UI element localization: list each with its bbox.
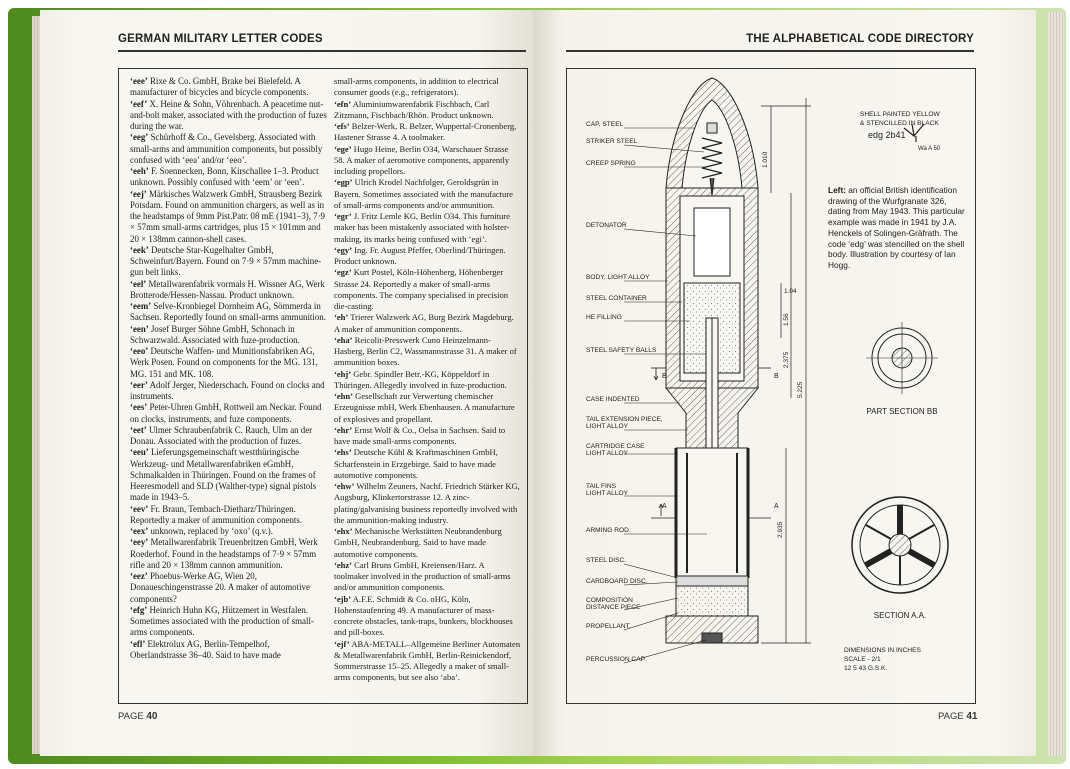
directory-entry bbox=[334, 335, 521, 369]
entry-code: ‘egy’ bbox=[334, 244, 353, 255]
entry-text: Metallwarenfabrik vormals H. Wissner AG, Werk Brotterode/Hessen-Nassau. Product unknown. bbox=[130, 278, 325, 300]
directory-entry bbox=[130, 605, 327, 639]
entry-code: ‘ehr’ bbox=[334, 424, 353, 435]
diagram-label: TAIL EXTENSION PIECE, bbox=[586, 416, 663, 423]
entry-text: Gesellschaft zur Verwertung chemischer Erzeugnisse mbH, Werk Ebenhausen. A manufacture of explosives and propellant. bbox=[334, 391, 515, 424]
shell-diagram bbox=[566, 68, 974, 702]
entry-text: Hugo Heine, Berlin O34, Warschauer Strasse 58. A maker of aeromotive components, apparently including propellors. bbox=[334, 143, 510, 176]
entry-code: ‘eef’ bbox=[130, 98, 148, 109]
stencil-code: edg 2b41 bbox=[868, 130, 906, 140]
directory-entry bbox=[334, 481, 521, 526]
entry-code: ‘eem’ bbox=[130, 301, 152, 311]
directory-entry bbox=[130, 346, 327, 380]
diagram-label: BODY, LIGHT ALLOY bbox=[586, 274, 650, 281]
directory-entry bbox=[130, 380, 327, 403]
directory-entry bbox=[130, 189, 327, 245]
page-edges-right bbox=[1048, 12, 1064, 756]
dimension-value: 5.225 bbox=[797, 381, 804, 398]
entry-text: Deutsche Star-Kugelhalter GmbH, Schweinfurt/Bayern. Found on 7·9 × 57mm machine-gun belt links. bbox=[130, 244, 322, 278]
entry-text: Heinrich Huhn KG, Hützemert in Westfalen. Sometimes associated with the production of small-arms components. bbox=[130, 604, 314, 638]
directory-entry bbox=[334, 639, 521, 684]
dimension-value: 2.375 bbox=[783, 351, 790, 368]
entry-code: ‘egr’ bbox=[334, 211, 352, 221]
entry-text: Ernst Wolf & Co., Oelsa in Sachsen. Said to have made small-arms components. bbox=[334, 424, 506, 446]
diagram-label: PERCUSSION CAP bbox=[586, 656, 645, 663]
diagram-label: LIGHT ALLOY bbox=[586, 423, 629, 430]
entry-code: ‘eeg’ bbox=[130, 132, 149, 143]
directory-entry bbox=[130, 245, 327, 279]
drawing-footer: DIMENSIONS IN INCHES bbox=[844, 647, 921, 654]
diagram-label: STEEL DISC. bbox=[586, 557, 627, 564]
entry-text: Ing. Fr. August Pfeffer, Oberlind/Thüringen. Product unknown. bbox=[334, 244, 506, 266]
entry-text: Märkisches Walzwerk GmbH, Strausberg Bezirk Potsdam. Found on ammunition chargers, as well as in the headstamps of 9mm Pist.Patr. 08 mE (1941–3), 7·9 × 57mm small-arms cartridges, plus 15 × 101mm and 20 × 138mm cannon-shell cases. bbox=[130, 188, 325, 244]
directory-entry bbox=[130, 402, 327, 425]
section-marker: B bbox=[774, 373, 779, 380]
diagram-label: STEEL CONTAINER bbox=[586, 295, 647, 302]
directory-entry bbox=[130, 425, 327, 448]
directory-entry bbox=[130, 504, 327, 527]
right-running-head: THE ALPHABETICAL CODE DIRECTORY bbox=[746, 33, 974, 45]
directory-entry bbox=[130, 526, 327, 537]
entry-text: J. Fritz Lemle KG, Berlin O34. This furniture maker has been mistakenly associated with holster-making, its marks being confused with ‘egi’. bbox=[334, 211, 510, 244]
diagram-label: HE FILLING bbox=[586, 314, 622, 321]
entry-text: Adolf Jerger, Niederschach. Found on clocks and instruments. bbox=[130, 379, 325, 401]
diagram-label: CREEP SPRING bbox=[586, 160, 636, 167]
diagram-label: PROPELLANT. bbox=[586, 623, 631, 630]
entry-text: Gebr. Spindler Betr.-KG, Köppeldorf in Thüringen. Allegedly involved in fuze-production. bbox=[334, 368, 507, 390]
entry-code: ‘efl’ bbox=[130, 638, 146, 649]
entry-text: Wilhelm Zeuners, Nachf. Friedrich Stärker KG, Augsburg, Klinkertorstrasse 12. A zinc-plating/galvanising business reportedly involved with the ammunition-making industry. bbox=[334, 481, 520, 525]
diagram-label: CAP, STEEL bbox=[586, 121, 624, 128]
entry-code: ‘ees’ bbox=[130, 402, 148, 413]
diagram-label: CASE INDENTED bbox=[586, 396, 640, 403]
directory-entry bbox=[130, 76, 327, 99]
entry-text: Carl Bruns GmbH, Kreiensen/Harz. A toolmaker involved in the production of small-arms and/or ammunition components. bbox=[334, 559, 511, 593]
entry-text: Fr. Braun, Tembach-Dietharz/Thüringen. Reportedly a maker of ammunition components. bbox=[130, 503, 303, 525]
stencil-note: & STENCILLED IN BLACK bbox=[860, 120, 939, 127]
entry-code: ‘eer’ bbox=[130, 379, 148, 390]
figure-caption: Left: an official British identification drawing of the Wurfgranate 326, dating from May 1943. This particular example was made in 1941 by J.A. Henckels of Solingen-Gräfrath. The code ‘edg’ was stencilled on the shell body. Illustration by courtesy of Ian Hogg. bbox=[828, 185, 965, 270]
entry-text: Ulmer Schraubenfabrik C. Rauch, Ulm an der Donau. Associated with the production of fuzes. bbox=[130, 424, 313, 446]
directory-entry bbox=[334, 425, 521, 448]
entry-code: ‘eeo’ bbox=[130, 346, 149, 356]
entry-text: Selve-Kronbiegel Dornheim AG, Sömmerda in Sachsen. Reportedly found on small-arms ammunition. bbox=[130, 301, 326, 323]
entry-text: Deutsche Kühl & Kraftmaschinen GmbH, Scharfenstein in Erzgebirge. Said to have made automotive components. bbox=[334, 447, 498, 480]
directory-entry bbox=[130, 279, 327, 302]
entry-text: Ulrich Krodel Nachfolger, Geroldsgrün in Bayern. Sometimes associated with the manufacture of small-arms components and/or ammunition. bbox=[334, 177, 513, 210]
entry-text: A.F.E. Schmidt & Co. oHG, Köln, Hohenstaufenring 49. A manufacturer of mass-concrete obstacles, tank-traps, bunkers, blockhouses and pill-boxes. bbox=[334, 593, 513, 638]
entry-code: ‘eet’ bbox=[130, 424, 147, 435]
directory-entry bbox=[334, 312, 521, 335]
directory-entry bbox=[130, 639, 327, 662]
directory-entry bbox=[334, 594, 521, 639]
entry-code: ‘ege’ bbox=[334, 143, 352, 154]
diagram-label: STRIKER STEEL bbox=[586, 138, 638, 145]
directory-entry bbox=[334, 245, 521, 268]
diagram-label: DISTANCE PIECE bbox=[586, 604, 641, 611]
entry-code: ‘efs’ bbox=[334, 121, 350, 131]
entry-text: Elektrolux AG, Berlin-Tempelhof, Oberlandstrasse 36–40. Said to have made bbox=[130, 638, 281, 660]
drawing-footer: SCALE - 2/1 bbox=[844, 656, 881, 663]
entry-code: ‘ehj’ bbox=[334, 368, 352, 379]
entry-code: ‘eh’ bbox=[334, 312, 349, 323]
entry-text: Josef Burger Söhne GmbH, Schonach in Schwarzwald. Associated with fuze-production. bbox=[130, 323, 300, 345]
diagram-label: LIGHT ALLOY bbox=[586, 490, 629, 497]
dimension-value: 2.935 bbox=[777, 521, 784, 538]
entry-text: Reicolit-Presswerk Cuno Heinzelmann-Hasberg, Berlin C2, Wassmannstrasse 31. A maker of ammunition boxes. bbox=[334, 334, 517, 368]
entry-text: Kurt Postel, Köln-Höhenberg, Höhenberger Strasse 24. Reportedly a maker of small-arms components. The company specialised in precision die-casting. bbox=[334, 267, 509, 311]
entry-code: ‘eey’ bbox=[130, 537, 149, 548]
section-aa-label: SECTION A.A. bbox=[873, 611, 927, 620]
section-marker: A bbox=[662, 503, 667, 510]
entry-code: ‘eee’ bbox=[130, 76, 148, 86]
directory-entry bbox=[334, 447, 521, 481]
diagram-label: ARMING ROD. bbox=[586, 527, 631, 534]
directory-entry bbox=[130, 571, 327, 605]
diagram-label: STEEL SAFETY BALLS bbox=[586, 347, 657, 354]
directory-entry bbox=[130, 99, 327, 133]
entry-code: ‘een’ bbox=[130, 323, 149, 334]
drawing-footer: 12 5 43 G.S.K. bbox=[844, 665, 888, 672]
entry-code: ‘egz’ bbox=[334, 267, 352, 278]
directory-entry bbox=[130, 447, 327, 503]
entry-text: unknown, replaced by ‘oxo’ (q.v.). bbox=[148, 526, 273, 536]
entry-code: ‘eeu’ bbox=[130, 447, 149, 458]
left-head-rule bbox=[118, 50, 526, 52]
entry-code: ‘eex’ bbox=[130, 526, 149, 536]
directory-entry bbox=[334, 144, 521, 178]
entry-text: Belzer-Werk, R. Belzer, Wuppertal-Cronenberg, Hastener Strasse 4. A toolmaker. bbox=[334, 121, 517, 143]
directory-entry bbox=[334, 177, 521, 211]
directory-entry bbox=[334, 560, 521, 594]
diagram-label: LIGHT ALLOY bbox=[586, 450, 629, 457]
diagram-label: TAIL FINS bbox=[586, 483, 617, 490]
dimension-value: 1.010 bbox=[762, 151, 769, 168]
diagram-label: CARTRIDGE CASE bbox=[586, 443, 645, 450]
entry-code: ‘ejf’ bbox=[334, 638, 350, 649]
entry-text: ABA-METALL–Allgemeine Berliner Automaten & Metallwarenfabrik GmbH, Berlin-Reinickendorf, Sommerstrasse 15–25. Allegedly a maker of small-arms components, but see also ‘aba’. bbox=[334, 638, 521, 683]
entry-code: ‘ejb’ bbox=[334, 593, 352, 604]
right-head-rule bbox=[566, 50, 974, 52]
dimension-value: 1.04 bbox=[784, 288, 797, 295]
entry-code: ‘eej’ bbox=[130, 188, 147, 199]
directory-entry bbox=[334, 391, 521, 425]
directory-entry bbox=[130, 301, 327, 324]
directory-entry bbox=[130, 132, 327, 166]
entry-text: Deutsche Waffen- und Munitionsfabriken AG, Werk Posen. Found on components for the MG. 131, MG. 151 and MK. 108. bbox=[130, 346, 318, 379]
section-bb-label: PART SECTION BB bbox=[866, 407, 938, 416]
entry-code: ‘ehs’ bbox=[334, 447, 352, 458]
entry-code: ‘eha’ bbox=[334, 334, 353, 345]
stencil-note: SHELL PAINTED YELLOW bbox=[860, 111, 940, 118]
directory-entry bbox=[334, 369, 521, 392]
entry-code: ‘eeh’ bbox=[130, 166, 149, 176]
diagram-label: DETONATOR bbox=[586, 222, 627, 229]
text-column-2 bbox=[334, 76, 521, 684]
directory-entry bbox=[334, 99, 521, 122]
diagram-label: CARDBOARD DISC. bbox=[586, 578, 648, 585]
left-running-head: GERMAN MILITARY LETTER CODES bbox=[118, 33, 323, 45]
entry-code: ‘eev’ bbox=[130, 503, 149, 514]
directory-entry bbox=[334, 211, 521, 245]
entry-code: ‘ehx’ bbox=[334, 526, 353, 536]
entry-code: ‘eez’ bbox=[130, 571, 148, 581]
text-column-1 bbox=[130, 76, 327, 661]
entry-code: ‘efn’ bbox=[334, 98, 352, 109]
entry-text: Metallwarenfabrik Treuenbritzen GmbH, Werk Roederhof. Found in the headstamps of 7·9 × 57mm rifle and 20 × 138mm cannon ammunition. bbox=[130, 537, 318, 570]
directory-entry bbox=[334, 121, 521, 144]
directory-entry bbox=[334, 267, 521, 312]
entry-text: X. Heine & Sohn, Vöhrenbach. A peacetime nut-and-bolt maker, associated with the production of fuzes during the war. bbox=[130, 98, 327, 131]
entry-text: F. Soennecken, Bonn, Kirschallee 1–3. Product unknown. Possibly confused with ‘eem’ or ‘een’. bbox=[130, 166, 319, 188]
directory-entry bbox=[130, 537, 327, 571]
left-page-number: PAGE 40 bbox=[118, 711, 158, 722]
entry-code: ‘egp’ bbox=[334, 177, 353, 188]
entry-code: ‘efg’ bbox=[130, 604, 148, 615]
entry-code: ‘ehn’ bbox=[334, 391, 353, 401]
diagram-label: COMPOSITION bbox=[586, 597, 633, 604]
entry-text: Peter-Uhren GmbH, Rottweil am Neckar. Found on clocks, instruments, and fuze components. bbox=[130, 402, 322, 424]
entry-text: Lieferungsgemeinschaft westthüringische Werkzeug- und Metallwarenfabriken eGmbH, Schmalkalden in Thüringen. Found on the frames of Heeresmodell and SLD (Walther-type) signal pistols made in 1943–5. bbox=[130, 447, 317, 503]
directory-entry bbox=[334, 526, 521, 560]
stencil-maker: Wa A 50 bbox=[918, 146, 941, 152]
entry-text: Schürhoff & Co., Gevelsberg. Associated with small-arms and ammunition components, but possibly confused with ‘eea’ and/or ‘eeo’. bbox=[130, 132, 323, 165]
entry-code: ‘ehw’ bbox=[334, 481, 355, 491]
entry-code: ‘ehz’ bbox=[334, 559, 353, 570]
directory-entry bbox=[334, 76, 521, 99]
section-marker: B bbox=[662, 373, 667, 380]
directory-entry bbox=[130, 324, 327, 347]
section-marker: A bbox=[774, 503, 779, 510]
entry-text: Trierer Walzwerk AG, Burg Bezirk Magdeburg. A maker of ammunition components. bbox=[334, 312, 514, 334]
right-page-number: PAGE 41 bbox=[938, 711, 978, 722]
entry-text: small-arms components, in addition to electrical consumer goods (e.g., refrigerators). bbox=[334, 76, 499, 98]
entry-code: ‘eek’ bbox=[130, 244, 149, 255]
entry-code: ‘eel’ bbox=[130, 278, 147, 289]
entry-text: Aluminiumwarenfabrik Fischbach, Carl Zitzmann, Fischbach/Rhön. Product unknown. bbox=[334, 98, 494, 120]
directory-entry bbox=[130, 166, 327, 189]
entry-text: Rixe & Co. GmbH, Brake bei Bielefeld. A manufacturer of bicycles and bicycle components. bbox=[130, 76, 309, 98]
entry-text: Mechanische Werkstätten Neubrandenburg GmbH, Neubrandenburg. Said to have made automotive components. bbox=[334, 526, 502, 559]
entry-text: Phoebus-Werke AG, Wien 20, Donaueschingenstrasse 20. A maker of automotive components? bbox=[130, 571, 310, 604]
dimension-value: 1.56 bbox=[783, 313, 790, 326]
